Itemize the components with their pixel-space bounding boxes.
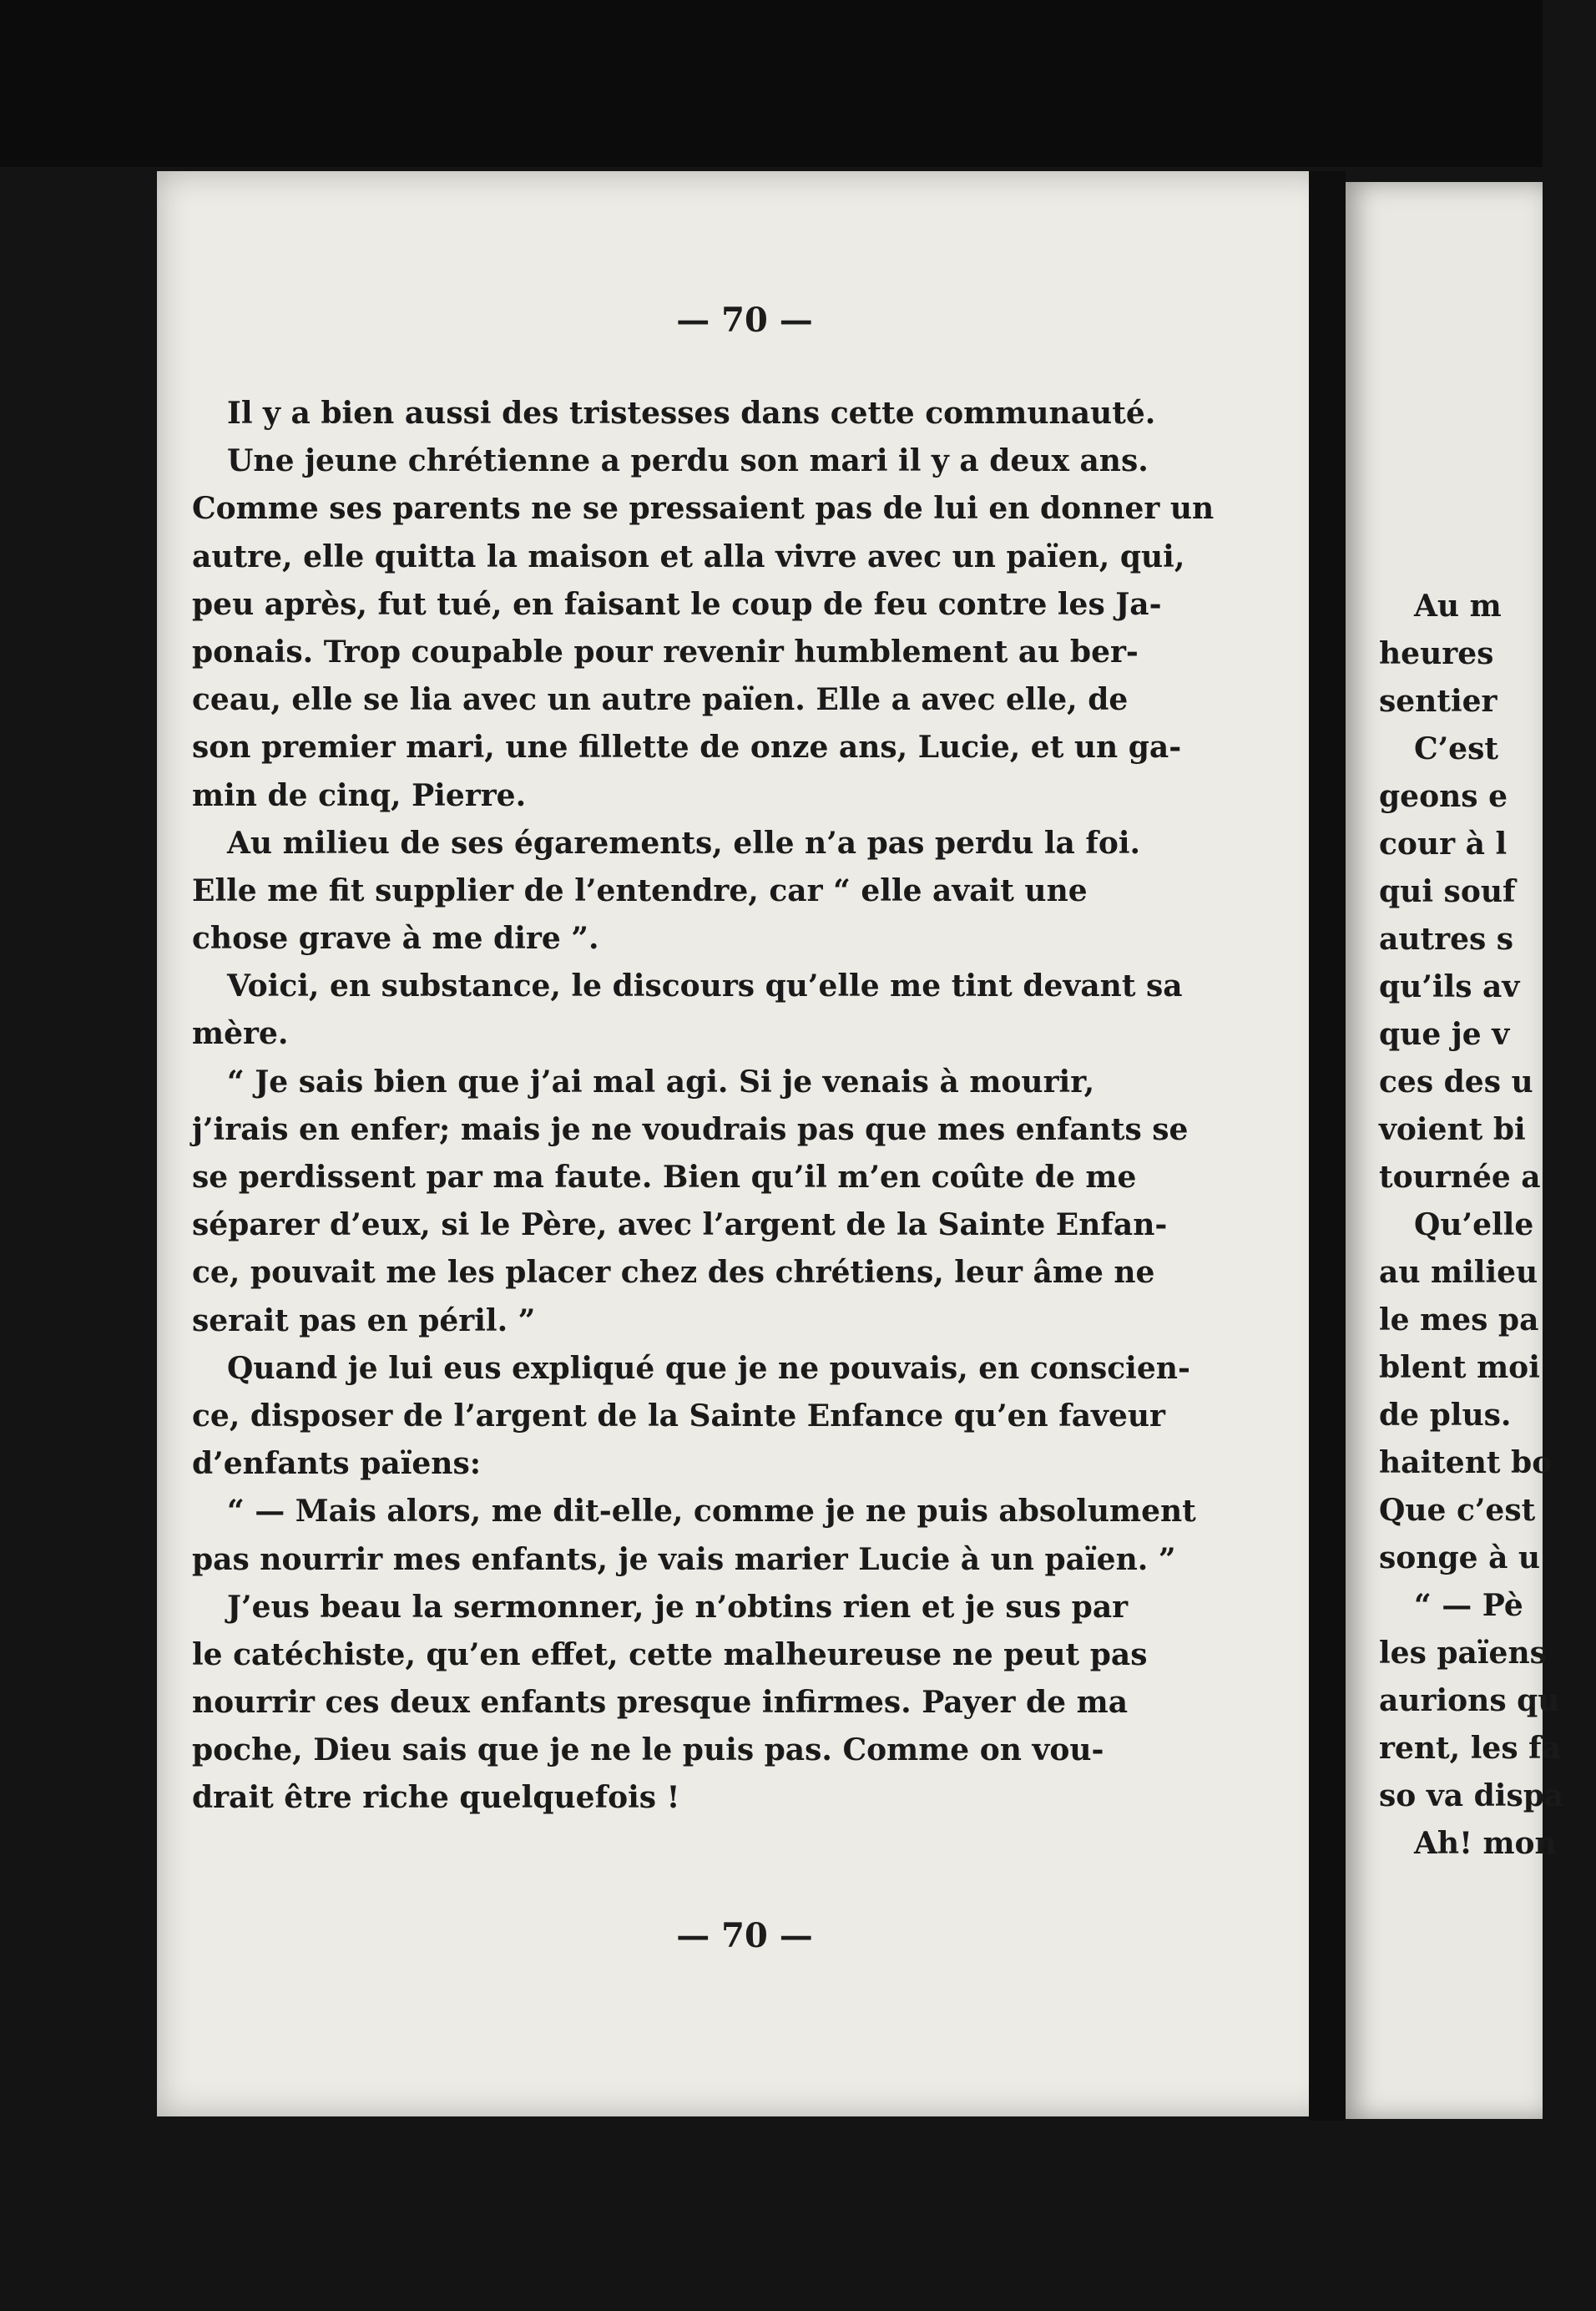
text-line: qu’ils av: [1379, 969, 1520, 1004]
right-page: [1346, 182, 1564, 2119]
text-line: autres s: [1379, 922, 1514, 957]
text-line: que je v: [1379, 1017, 1510, 1052]
left-page: [157, 171, 1332, 2116]
text-line: Voici, en substance, le discours qu’elle me tint devant sa: [227, 968, 1183, 1004]
text-line: mère.: [192, 1016, 289, 1052]
text-line: blent moi: [1379, 1350, 1540, 1385]
text-line: rent, les fa: [1379, 1731, 1561, 1766]
text-line: voient bi: [1379, 1112, 1526, 1147]
text-line: sentier: [1379, 684, 1498, 719]
text-line: songe à u: [1379, 1540, 1541, 1575]
text-line: ceau, elle se lia avec un autre païen. Elle a avec elle, de: [192, 682, 1129, 718]
book-gutter: [1309, 171, 1346, 2121]
text-line: Quand je lui eus expliqué que je ne pouvais, en conscien-: [227, 1350, 1190, 1386]
text-line: ce, pouvait me les placer chez des chrétiens, leur âme ne: [192, 1255, 1155, 1291]
text-line: les païens: [1379, 1636, 1547, 1671]
text-line: J’eus beau la sermonner, je n’obtins rien et je sus par: [227, 1589, 1129, 1625]
text-line: tournée a: [1379, 1160, 1541, 1195]
text-line: “ Je sais bien que j’ai mal agi. Si je venais à mourir,: [227, 1064, 1095, 1100]
text-line: séparer d’eux, si le Père, avec l’argent de la Sainte Enfan-: [192, 1207, 1168, 1243]
right-page-body: [1379, 583, 1596, 1868]
text-line: Ah! mon: [1414, 1826, 1557, 1861]
text-line: de plus.: [1379, 1398, 1512, 1433]
scan-background-top: [0, 0, 1543, 167]
text-line: C’est: [1414, 731, 1498, 766]
text-line: qui souf: [1379, 874, 1516, 909]
text-line: Au m: [1414, 589, 1502, 624]
text-line: ponais. Trop coupable pour revenir humblement au ber-: [192, 634, 1139, 670]
text-line: Comme ses parents ne se pressaient pas de lui en donner un: [192, 491, 1215, 527]
text-line: so va dispa: [1379, 1778, 1564, 1813]
text-line: ce, disposer de l’argent de la Sainte Enfance qu’en faveur: [192, 1398, 1165, 1434]
text-line: heures: [1379, 636, 1494, 671]
page-number-footer: — 70 —: [676, 1916, 813, 1955]
text-line: son premier mari, une fillette de onze ans, Lucie, et un ga-: [192, 730, 1182, 766]
text-line: poche, Dieu sais que je ne le puis pas. Comme on vou-: [192, 1732, 1104, 1768]
text-line: chose grave à me dire ”.: [192, 921, 599, 957]
text-line: Une jeune chrétienne a perdu son mari il y a deux ans.: [227, 443, 1149, 479]
text-line: ces des u: [1379, 1064, 1533, 1100]
text-line: autre, elle quitta la maison et alla vivre avec un païen, qui,: [192, 539, 1185, 574]
text-line: au milieu: [1379, 1255, 1538, 1290]
text-line: le catéchiste, qu’en effet, cette malheureuse ne peut pas: [192, 1636, 1148, 1672]
text-line: nourrir ces deux enfants presque infirmes. Payer de ma: [192, 1685, 1129, 1721]
text-line: Au milieu de ses égarements, elle n’a pas perdu la foi.: [227, 825, 1141, 861]
text-line: pas nourrir mes enfants, je vais marier Lucie à un païen. ”: [192, 1541, 1176, 1577]
text-line: min de cinq, Pierre.: [192, 777, 527, 813]
page-number-header: — 70 —: [676, 301, 813, 340]
text-line: “ — Pè: [1414, 1588, 1523, 1623]
text-line: haitent bo: [1379, 1445, 1553, 1480]
text-line: Qu’elle: [1414, 1207, 1534, 1242]
text-line: Elle me fit supplier de l’entendre, car “ elle avait une: [192, 872, 1088, 908]
text-line: drait être riche quelquefois !: [192, 1780, 680, 1816]
text-line: Que c’est: [1379, 1493, 1536, 1528]
text-line: serait pas en péril. ”: [192, 1302, 536, 1338]
text-line: j’irais en enfer; mais je ne voudrais pas que mes enfants se: [192, 1111, 1189, 1147]
text-line: le mes pa: [1379, 1302, 1539, 1338]
text-line: geons e: [1379, 779, 1508, 814]
text-line: aurions qu: [1379, 1683, 1560, 1718]
text-line: d’enfants païens:: [192, 1446, 482, 1482]
text-line: “ — Mais alors, me dit-elle, comme je ne puis absolument: [227, 1494, 1196, 1530]
text-line: se perdissent par ma faute. Bien qu’il m’en coûte de me: [192, 1160, 1137, 1195]
text-line: peu après, fut tué, en faisant le coup de feu contre les Ja-: [192, 586, 1162, 622]
text-line: Il y a bien aussi des tristesses dans cette communauté.: [227, 396, 1156, 431]
text-line: cour à l: [1379, 827, 1508, 862]
page-body: [192, 390, 1215, 1823]
